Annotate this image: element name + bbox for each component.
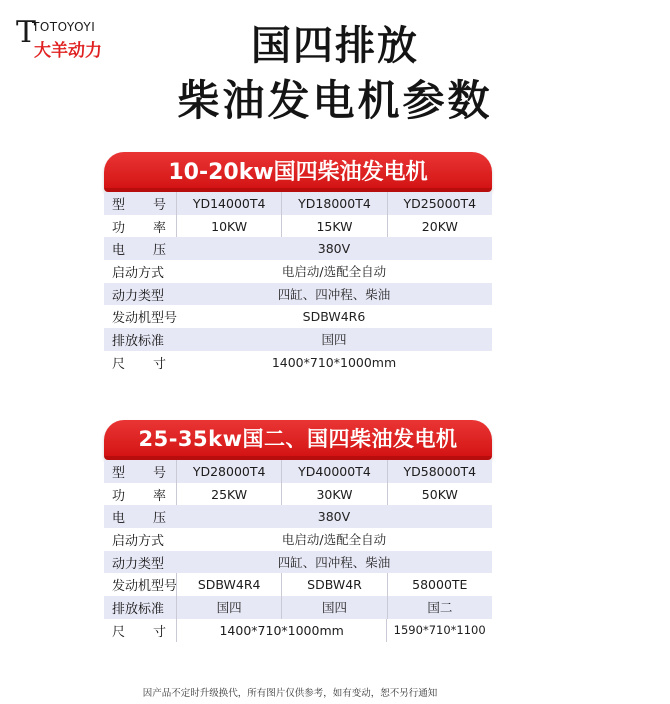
table-row (104, 483, 492, 506)
row-label (104, 285, 176, 304)
table-row (104, 305, 492, 328)
row-label (104, 507, 176, 526)
table-cell: SDBW4R6 (302, 309, 366, 325)
row-values (176, 192, 492, 215)
row-label (104, 239, 176, 258)
table-cell: 国四 (176, 596, 281, 619)
row-values (176, 619, 492, 642)
table-cell: 电启动/选配全自动 (281, 264, 387, 280)
logo-t-letter: T (16, 15, 37, 50)
row-label-part: 动力类型 (112, 288, 165, 304)
logo-chinese: 大羊动力 (34, 41, 102, 61)
table-cell: SDBW4R4 (176, 573, 281, 596)
row-label (104, 217, 176, 236)
row-label-part: 压 (152, 243, 166, 259)
table1-heading: 10-20kw国四柴油发电机 (104, 152, 492, 192)
row-label (104, 353, 176, 372)
table-cell: 电启动/选配全自动 (281, 532, 387, 548)
table-cell: 四缸、四冲程、柴油 (277, 555, 391, 571)
row-label-part: 尺 (112, 356, 126, 372)
row-label-part: 率 (152, 220, 166, 236)
table-row (104, 283, 492, 306)
row-label (104, 462, 176, 481)
row-label (104, 485, 176, 504)
table-cell: YD14000T4 (176, 192, 281, 215)
row-label (104, 530, 176, 549)
row-label-part: 率 (152, 488, 166, 504)
row-label-part: 尺 (112, 624, 126, 640)
table-row (104, 460, 492, 483)
table-cell: 四缸、四冲程、柴油 (277, 287, 391, 303)
row-label (104, 553, 176, 572)
row-label-part: 寸 (152, 356, 166, 372)
row-values (176, 215, 492, 238)
logo-english: TOTOYOYI (32, 20, 96, 34)
row-label-part: 型 (112, 197, 126, 213)
row-label-part: 发动机型号 (112, 311, 178, 327)
table-cell: YD58000T4 (387, 460, 492, 483)
table-cell: YD25000T4 (387, 192, 492, 215)
row-label (104, 621, 176, 640)
row-label-part: 排放标准 (112, 333, 165, 349)
row-label (104, 598, 176, 617)
table-cell: YD40000T4 (281, 460, 386, 483)
row-label-part: 排放标准 (112, 601, 165, 617)
row-label-part: 启动方式 (112, 533, 165, 549)
table-row (104, 596, 492, 619)
row-values (176, 460, 492, 483)
table-cell: 15KW (281, 215, 386, 238)
row-label-part: 号 (152, 197, 166, 213)
table-cell: 50KW (387, 483, 492, 506)
table-row (104, 237, 492, 260)
row-label (104, 194, 176, 213)
table-cell: SDBW4R (281, 573, 386, 596)
row-label (104, 262, 176, 281)
row-values (176, 596, 492, 619)
page-title-line1: 国四排放 (251, 23, 419, 69)
row-label-part: 功 (112, 220, 126, 236)
row-label-part: 电 (112, 511, 126, 527)
table-cell: 国二 (387, 596, 492, 619)
row-label (104, 575, 176, 594)
row-label-part: 型 (112, 465, 126, 481)
table-cell: YD18000T4 (281, 192, 386, 215)
row-label-part: 压 (152, 511, 166, 527)
table-row (104, 573, 492, 596)
row-label (104, 307, 176, 326)
table-row (104, 192, 492, 215)
table2-rows (104, 460, 492, 642)
table-cell: 380V (317, 241, 351, 257)
table-cell: YD28000T4 (176, 460, 281, 483)
row-label-part: 动力类型 (112, 556, 165, 572)
row-values (176, 573, 492, 596)
table-row (104, 215, 492, 238)
table-row (104, 328, 492, 351)
row-label-part: 号 (152, 465, 166, 481)
table-cell: 1590*710*1100 (386, 619, 492, 642)
table-row (104, 260, 492, 283)
table-cell: 1400*710*1000mm (176, 619, 386, 642)
table1-rows (104, 192, 492, 374)
row-label-part: 寸 (152, 624, 166, 640)
table-cell: 58000TE (387, 573, 492, 596)
table-cell: 380V (317, 509, 351, 525)
table-cell: 国四 (281, 596, 386, 619)
row-values (176, 483, 492, 506)
table2-heading: 25-35kw国二、国四柴油发电机 (104, 420, 492, 460)
table-cell: 25KW (176, 483, 281, 506)
row-label-part: 启动方式 (112, 265, 165, 281)
table-row (104, 619, 492, 642)
spec-table-1 (104, 152, 492, 374)
row-label-part: 电 (112, 243, 126, 259)
row-label-part: 功 (112, 488, 126, 504)
table-cell: 国四 (321, 332, 347, 348)
disclaimer-footer: 因产品不定时升级换代，所有图片仅供参考，如有变动，恕不另行通知 (142, 688, 438, 699)
table-row (104, 505, 492, 528)
table-cell: 10KW (176, 215, 281, 238)
row-label-part: 发动机型号 (112, 579, 178, 595)
page-title-line2: 柴油发电机参数 (177, 76, 493, 125)
table-row (104, 351, 492, 374)
table-row (104, 528, 492, 551)
table-cell: 1400*710*1000mm (271, 354, 397, 370)
row-label (104, 330, 176, 349)
table-cell: 30KW (281, 483, 386, 506)
table-row (104, 551, 492, 574)
spec-table-2 (104, 420, 492, 642)
table-cell: 20KW (387, 215, 492, 238)
